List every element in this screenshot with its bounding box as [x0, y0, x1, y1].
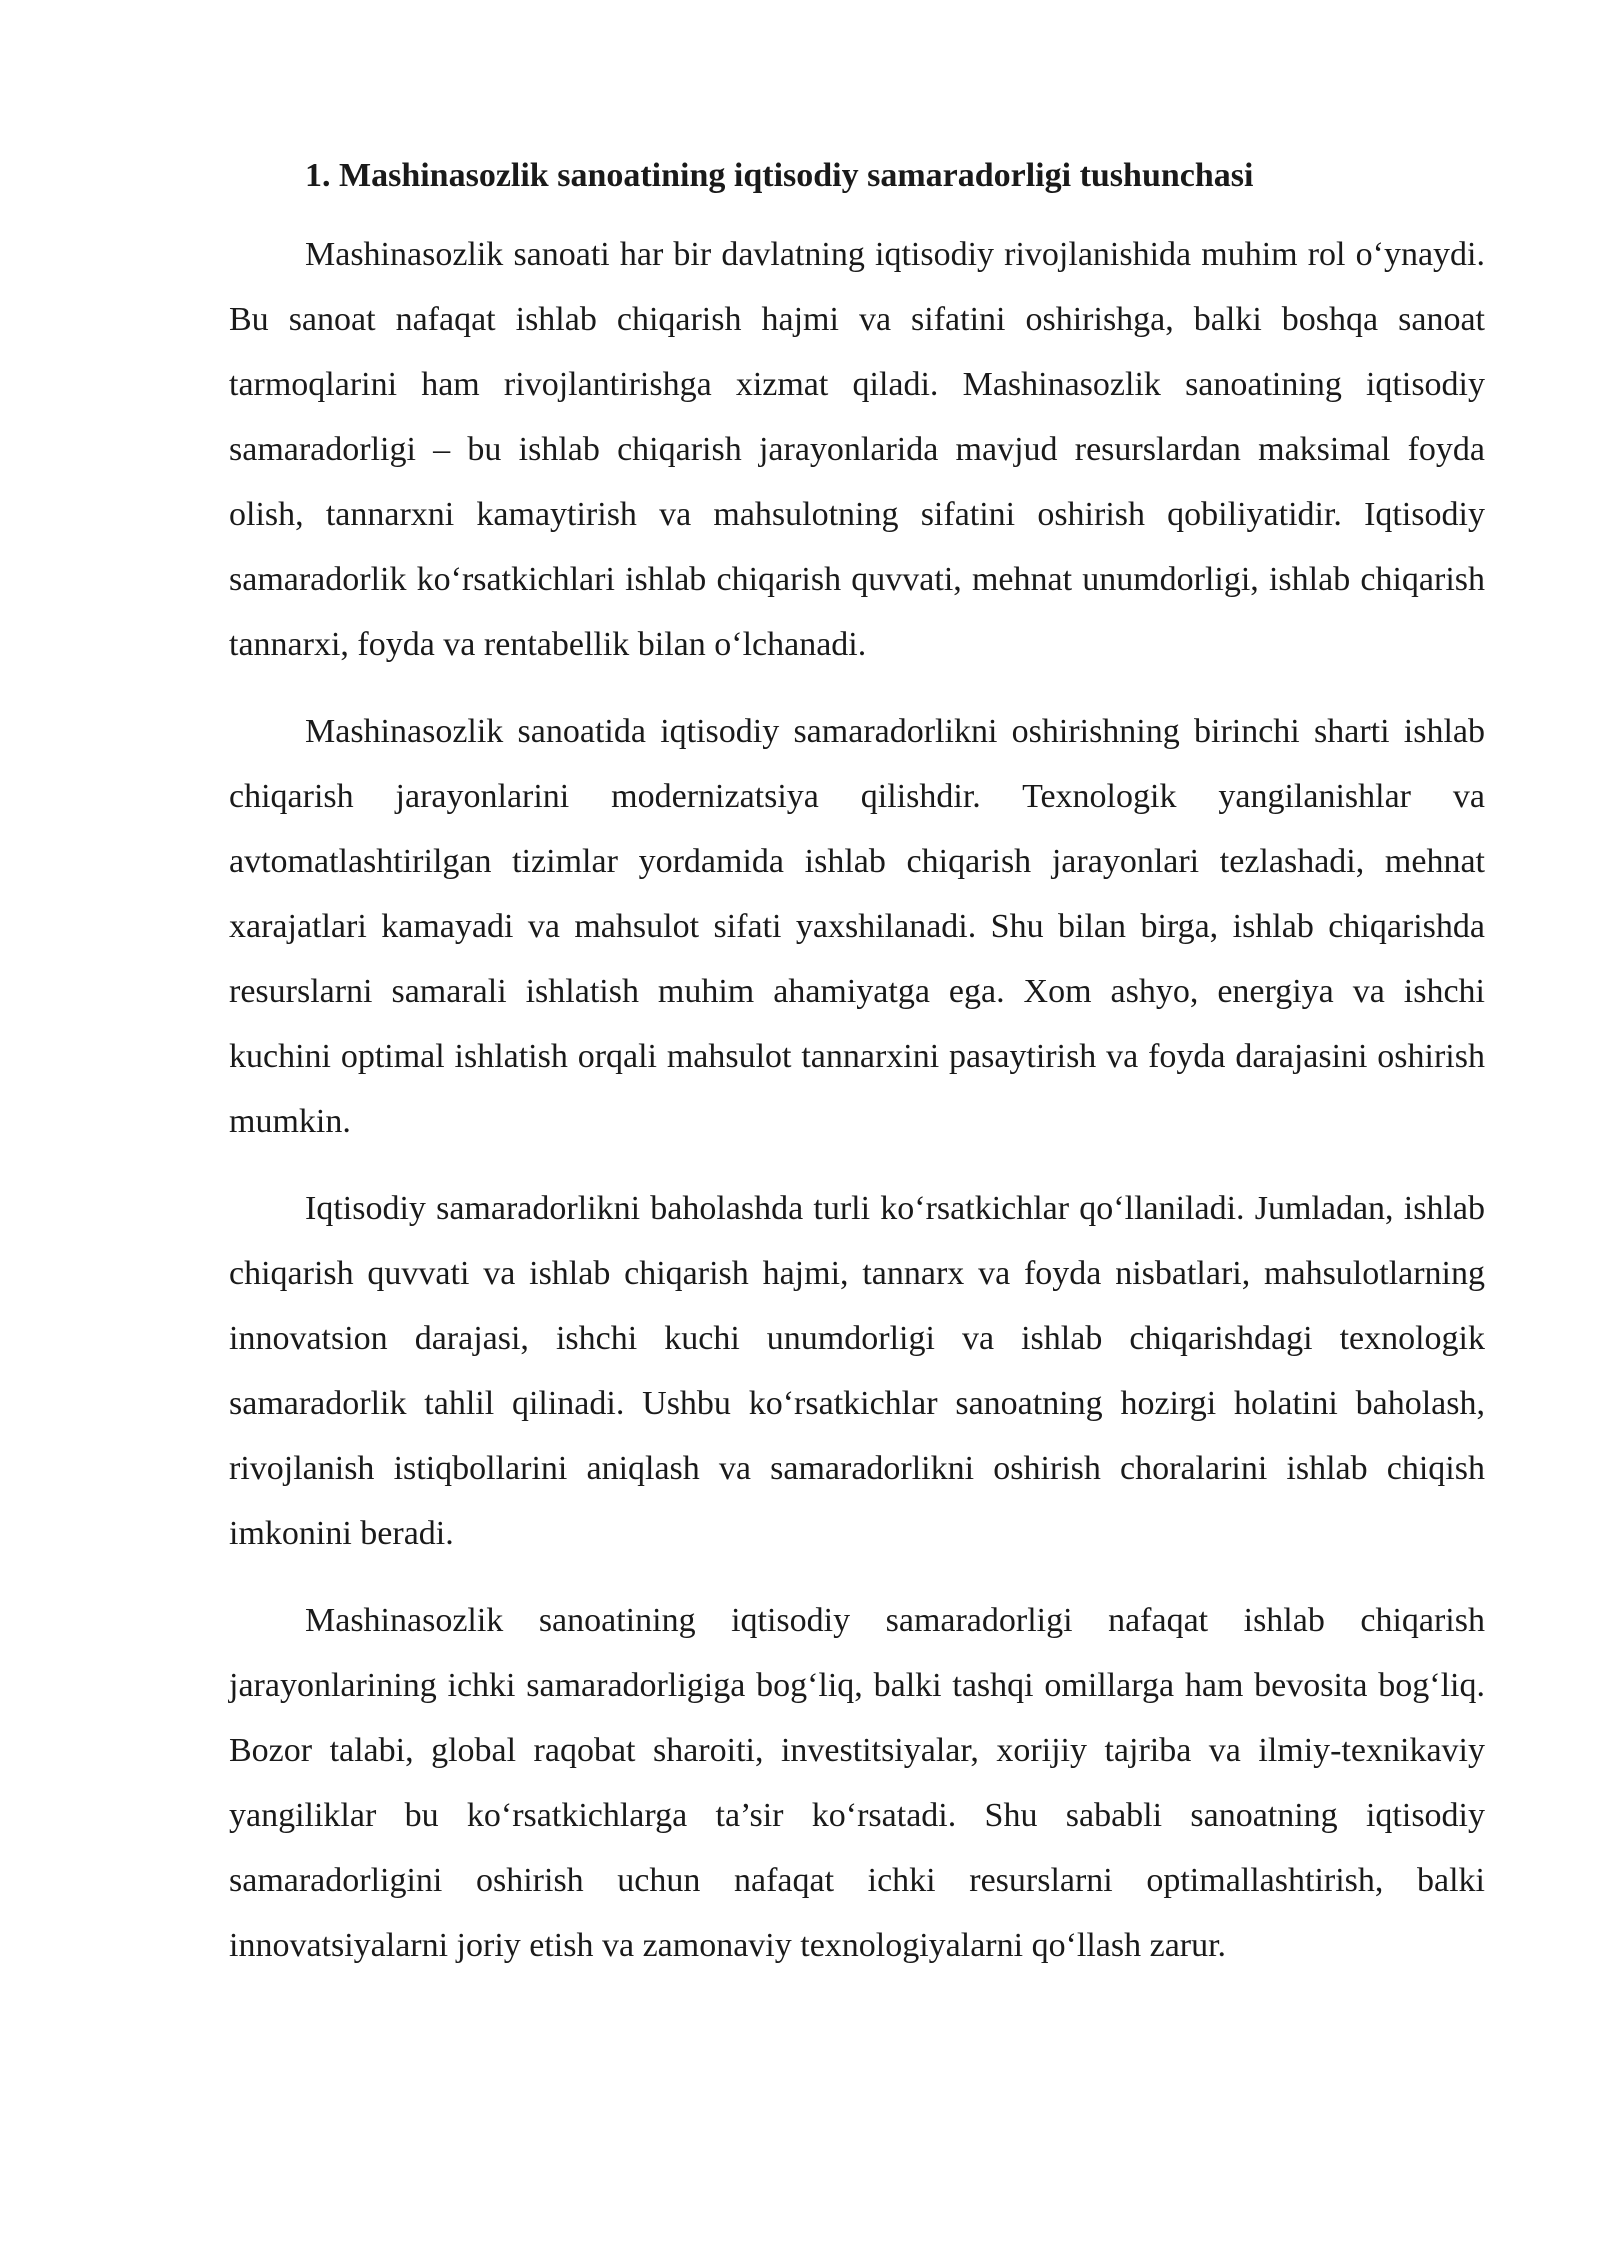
document-body	[229, 150, 1485, 1978]
paragraph-3: Iqtisodiy samaradorlikni baholashda turli ko‘rsatkichlar qo‘llaniladi. Jumladan, ishlab chiqarish quvvati va ishlab chiqarish hajmi, tannarx va foyda nisbatlari, mahsulotlarning innovatsion darajasi, ishchi kuchi unumdorligi va ishlab chiqarishdagi texnologik samaradorlik tahlil qilinadi. Ushbu ko‘rsatkichlar sanoatning hozirgi holatini baholash, rivojlanish istiqbollarini aniqlash va samaradorlikni oshirish choralarini ishlab chiqish imkonini beradi.	[229, 1190, 1485, 1552]
paragraph-1: Mashinasozlik sanoati har bir davlatning iqtisodiy rivojlanishida muhim rol o‘ynaydi. Bu sanoat nafaqat ishlab chiqarish hajmi va sifatini oshirishga, balki boshqa sanoat tarmoqlarini ham rivojlantirishga xizmat qiladi. Mashinasozlik sanoatining iqtisodiy samaradorligi – bu ishlab chiqarish jarayonlarida mavjud resurslardan maksimal foyda olish, tannarxni kamaytirish va mahsulotning sifatini oshirish qobiliyatidir. Iqtisodiy samaradorlik ko‘rsatkichlari ishlab chiqarish quvvati, mehnat unumdorligi, ishlab chiqarish tannarxi, foyda va rentabellik bilan o‘lchanadi.	[229, 236, 1485, 663]
paragraph-4: Mashinasozlik sanoatining iqtisodiy samaradorligi nafaqat ishlab chiqarish jarayonlarining ichki samaradorligiga bog‘liq, balki tashqi omillarga ham bevosita bog‘liq. Bozor talabi, global raqobat sharoiti, investitsiyalar, xorijiy tajriba va ilmiy-texnikaviy yangiliklar bu ko‘rsatkichlarga ta’sir ko‘rsatadi. Shu sababli sanoatning iqtisodiy samaradorligini oshirish uchun nafaqat ichki resurslarni optimallashtirish, balki innovatsiyalarni joriy etish va zamonaviy texnologiyalarni qo‘llash zarur.	[229, 1602, 1485, 1964]
paragraph-2: Mashinasozlik sanoatida iqtisodiy samaradorlikni oshirishning birinchi sharti ishlab chiqarish jarayonlarini modernizatsiya qilishdir. Texnologik yangilanishlar va avtomatlashtirilgan tizimlar yordamida ishlab chiqarish jarayonlari tezlashadi, mehnat xarajatlari kamayadi va mahsulot sifati yaxshilanadi. Shu bilan birga, ishlab chiqarishda resurslarni samarali ishlatish muhim ahamiyatga ega. Xom ashyo, energiya va ishchi kuchini optimal ishlatish orqali mahsulot tannarxini pasaytirish va foyda darajasini oshirish mumkin.	[229, 713, 1485, 1140]
section-heading: 1. Mashinasozlik sanoatining iqtisodiy samaradorligi tushunchasi	[305, 157, 1254, 194]
